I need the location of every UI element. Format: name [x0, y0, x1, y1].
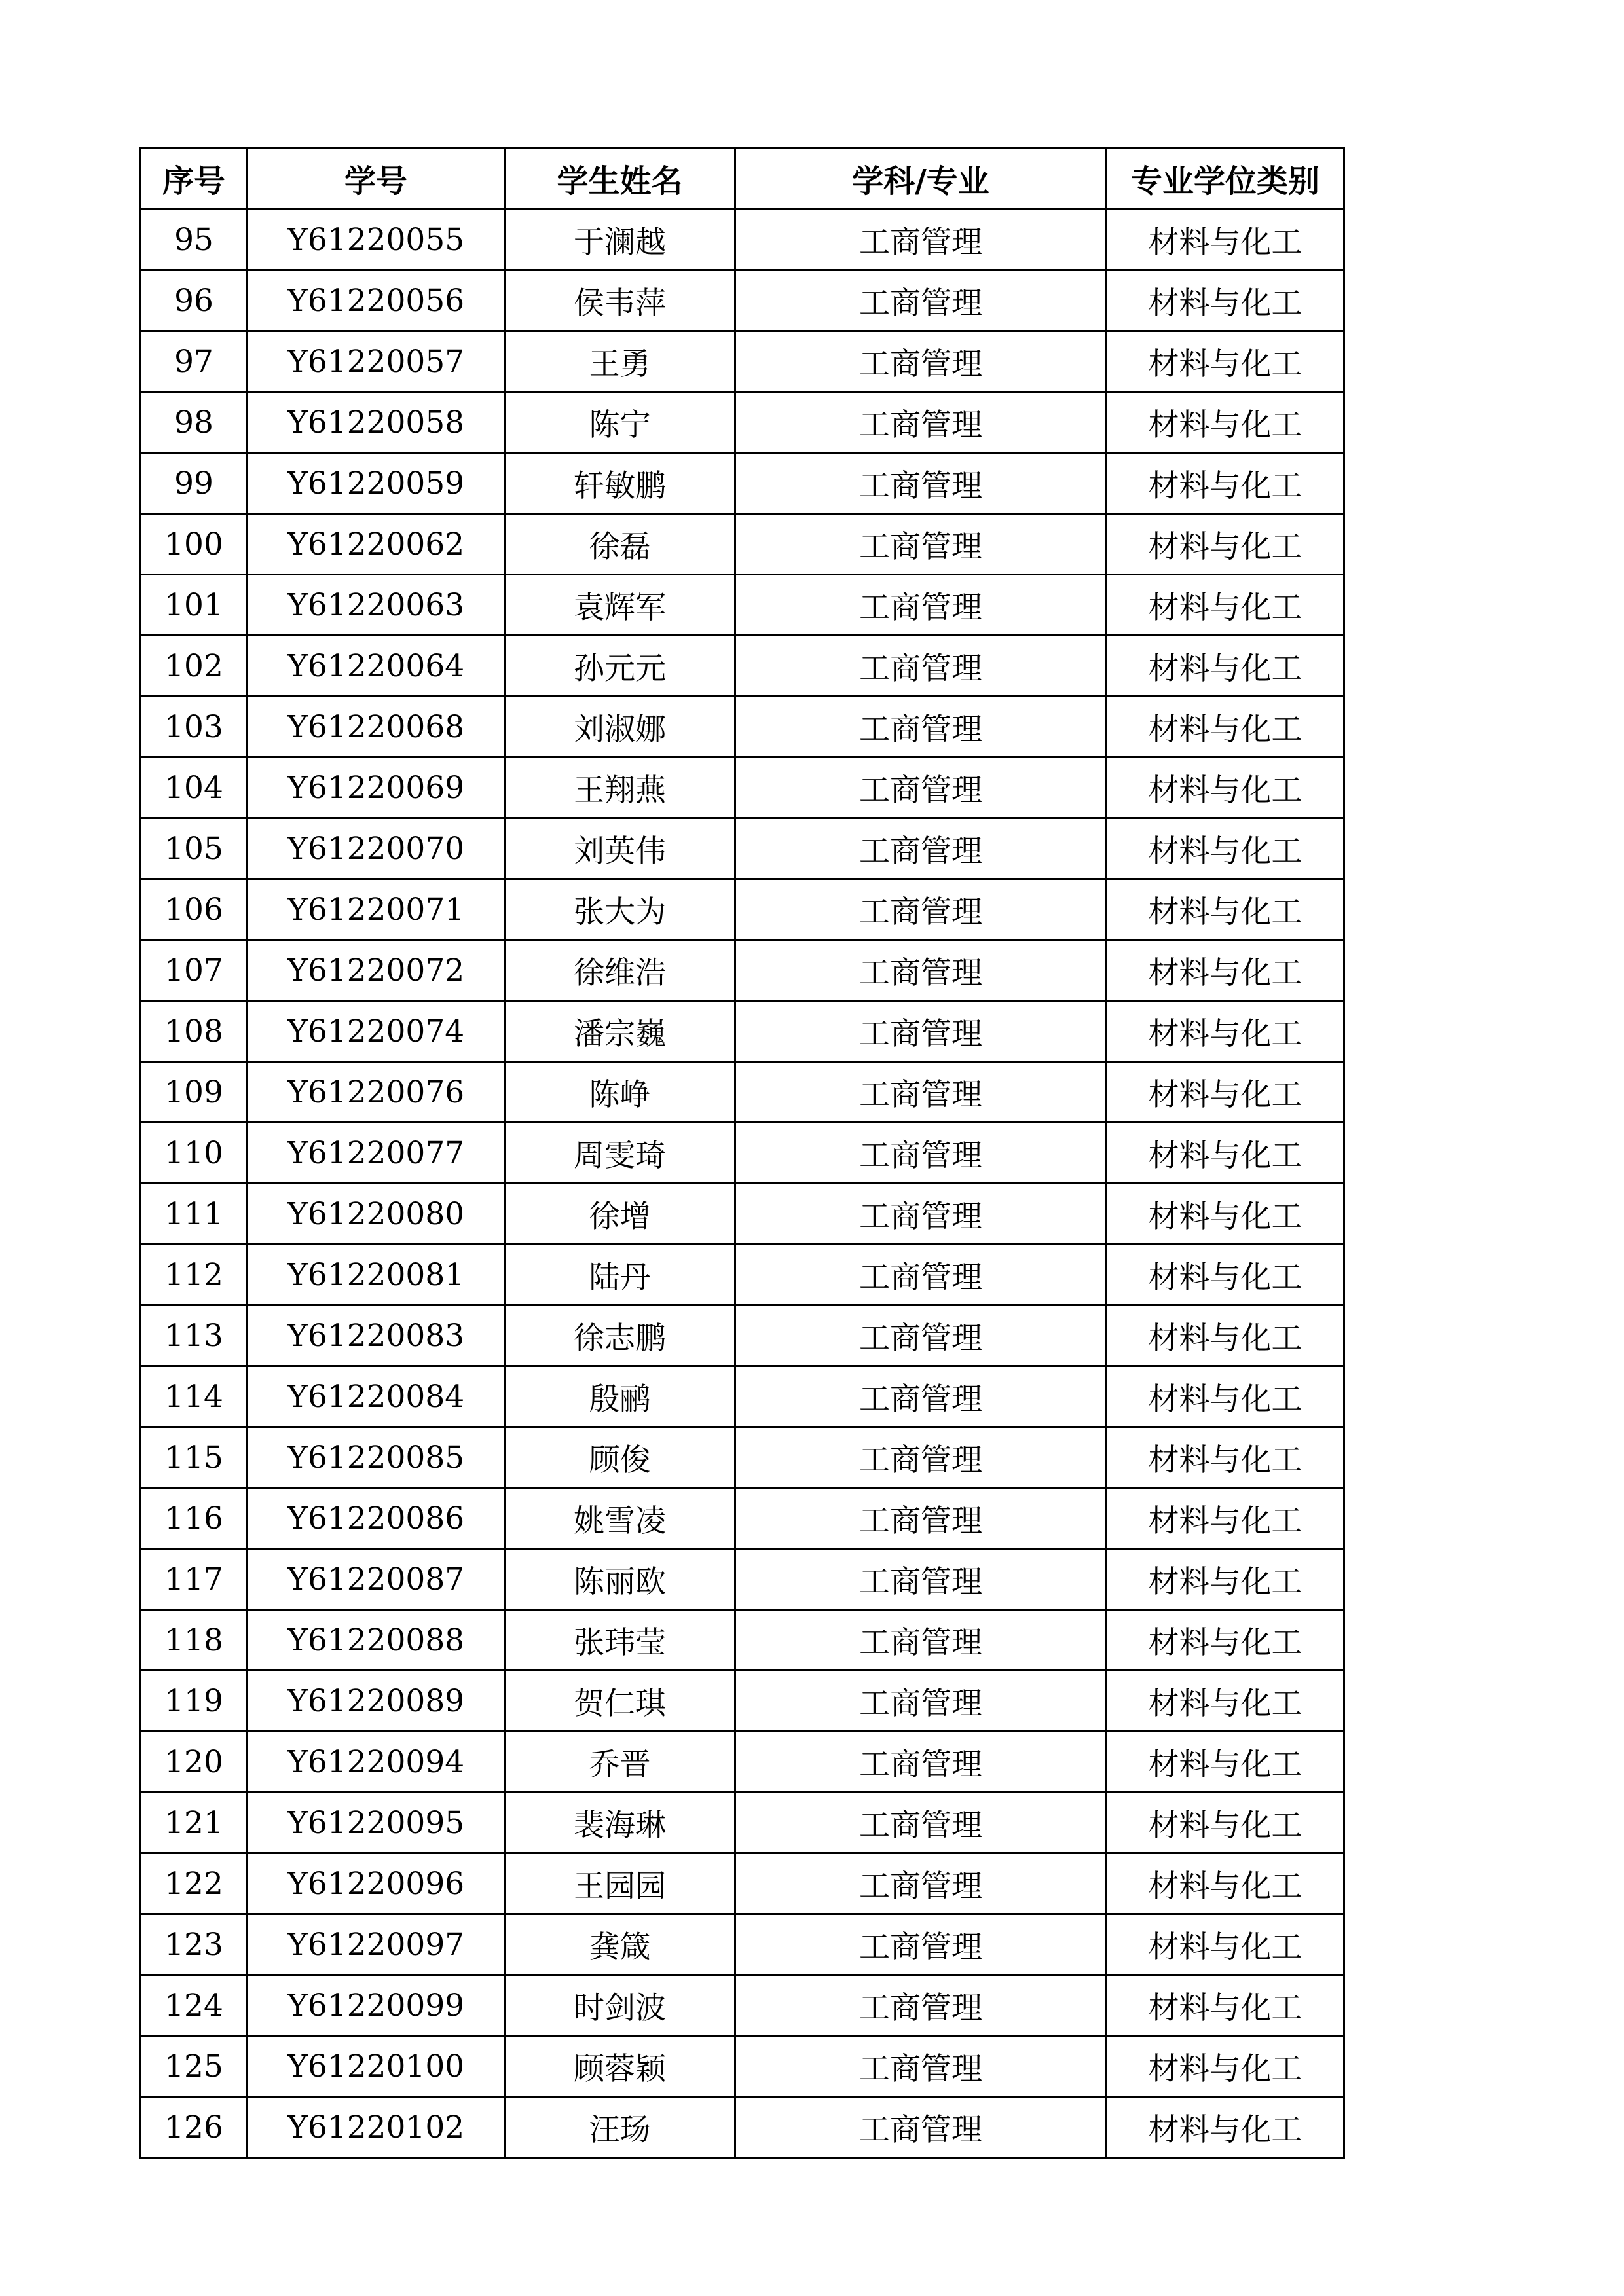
table-row: [141, 270, 1344, 331]
cell-major: 工商管理: [735, 2097, 1107, 2158]
cell-degree-category: 材料与化工: [1107, 1975, 1344, 2036]
cell-major: 工商管理: [735, 514, 1107, 575]
cell-degree-category: 材料与化工: [1107, 1427, 1344, 1488]
cell-seq: 110: [141, 1123, 248, 1184]
cell-major: 工商管理: [735, 1671, 1107, 1732]
table-row: [141, 1062, 1344, 1123]
cell-degree-category: 材料与化工: [1107, 1549, 1344, 1610]
cell-student-id: Y61220074: [248, 1001, 505, 1062]
cell-student-name: 王园园: [505, 1853, 735, 1914]
cell-student-id: Y61220099: [248, 1975, 505, 2036]
cell-seq: 105: [141, 818, 248, 879]
cell-student-id: Y61220095: [248, 1793, 505, 1853]
table-row: [141, 1427, 1344, 1488]
table-row: [141, 940, 1344, 1001]
cell-degree-category: 材料与化工: [1107, 1062, 1344, 1123]
cell-major: 工商管理: [735, 1305, 1107, 1366]
cell-student-id: Y61220069: [248, 757, 505, 818]
cell-student-id: Y61220086: [248, 1488, 505, 1549]
header-seq: 序号: [141, 148, 248, 210]
table-row: [141, 1245, 1344, 1305]
cell-seq: 114: [141, 1366, 248, 1427]
cell-student-id: Y61220097: [248, 1914, 505, 1975]
cell-student-name: 殷鹂: [505, 1366, 735, 1427]
cell-major: 工商管理: [735, 757, 1107, 818]
cell-degree-category: 材料与化工: [1107, 818, 1344, 879]
cell-seq: 117: [141, 1549, 248, 1610]
cell-student-name: 孙元元: [505, 636, 735, 697]
cell-student-name: 潘宗巍: [505, 1001, 735, 1062]
table-row: [141, 2097, 1344, 2158]
cell-major: 工商管理: [735, 818, 1107, 879]
cell-student-name: 王翔燕: [505, 757, 735, 818]
cell-student-id: Y61220084: [248, 1366, 505, 1427]
cell-major: 工商管理: [735, 270, 1107, 331]
cell-major: 工商管理: [735, 453, 1107, 514]
cell-degree-category: 材料与化工: [1107, 1001, 1344, 1062]
cell-degree-category: 材料与化工: [1107, 1245, 1344, 1305]
cell-student-name: 陆丹: [505, 1245, 735, 1305]
cell-seq: 119: [141, 1671, 248, 1732]
cell-student-name: 徐增: [505, 1184, 735, 1245]
cell-student-id: Y61220068: [248, 697, 505, 757]
cell-major: 工商管理: [735, 1488, 1107, 1549]
table-row: [141, 1488, 1344, 1549]
cell-seq: 102: [141, 636, 248, 697]
header-student-id: 学号: [248, 148, 505, 210]
cell-seq: 100: [141, 514, 248, 575]
header-row: [141, 148, 1344, 210]
table-row: [141, 514, 1344, 575]
cell-seq: 103: [141, 697, 248, 757]
cell-major: 工商管理: [735, 1975, 1107, 2036]
cell-student-name: 裴海琳: [505, 1793, 735, 1853]
cell-student-id: Y61220059: [248, 453, 505, 514]
cell-student-id: Y61220055: [248, 210, 505, 270]
table-row: [141, 697, 1344, 757]
cell-student-id: Y61220057: [248, 331, 505, 392]
cell-seq: 122: [141, 1853, 248, 1914]
cell-degree-category: 材料与化工: [1107, 1488, 1344, 1549]
cell-major: 工商管理: [735, 1366, 1107, 1427]
table-row: [141, 1305, 1344, 1366]
cell-student-id: Y61220083: [248, 1305, 505, 1366]
cell-degree-category: 材料与化工: [1107, 331, 1344, 392]
cell-student-name: 陈宁: [505, 392, 735, 453]
cell-seq: 108: [141, 1001, 248, 1062]
cell-student-id: Y61220080: [248, 1184, 505, 1245]
cell-student-name: 张大为: [505, 879, 735, 940]
cell-degree-category: 材料与化工: [1107, 1914, 1344, 1975]
cell-student-id: Y61220081: [248, 1245, 505, 1305]
cell-student-name: 姚雪凌: [505, 1488, 735, 1549]
cell-student-name: 张玮莹: [505, 1610, 735, 1671]
cell-student-id: Y61220076: [248, 1062, 505, 1123]
cell-student-name: 徐志鹏: [505, 1305, 735, 1366]
cell-major: 工商管理: [735, 1549, 1107, 1610]
cell-degree-category: 材料与化工: [1107, 1671, 1344, 1732]
cell-student-id: Y61220085: [248, 1427, 505, 1488]
table-row: [141, 1123, 1344, 1184]
table-row: [141, 1610, 1344, 1671]
cell-degree-category: 材料与化工: [1107, 453, 1344, 514]
table-body: [141, 210, 1344, 2158]
cell-major: 工商管理: [735, 697, 1107, 757]
cell-student-name: 徐磊: [505, 514, 735, 575]
cell-degree-category: 材料与化工: [1107, 392, 1344, 453]
cell-major: 工商管理: [735, 1853, 1107, 1914]
cell-seq: 116: [141, 1488, 248, 1549]
cell-major: 工商管理: [735, 575, 1107, 636]
cell-degree-category: 材料与化工: [1107, 1366, 1344, 1427]
cell-student-id: Y61220056: [248, 270, 505, 331]
table-row: [141, 757, 1344, 818]
cell-student-id: Y61220088: [248, 1610, 505, 1671]
cell-seq: 101: [141, 575, 248, 636]
cell-student-id: Y61220064: [248, 636, 505, 697]
cell-major: 工商管理: [735, 636, 1107, 697]
cell-major: 工商管理: [735, 331, 1107, 392]
cell-seq: 111: [141, 1184, 248, 1245]
table-row: [141, 1366, 1344, 1427]
cell-student-name: 侯韦萍: [505, 270, 735, 331]
cell-degree-category: 材料与化工: [1107, 940, 1344, 1001]
cell-seq: 109: [141, 1062, 248, 1123]
cell-student-id: Y61220070: [248, 818, 505, 879]
header-degree-category: 专业学位类别: [1107, 148, 1344, 210]
cell-student-name: 于澜越: [505, 210, 735, 270]
cell-major: 工商管理: [735, 1427, 1107, 1488]
cell-student-name: 陈丽欧: [505, 1549, 735, 1610]
table-row: [141, 1793, 1344, 1853]
cell-student-name: 乔晋: [505, 1732, 735, 1793]
cell-student-id: Y61220063: [248, 575, 505, 636]
cell-seq: 112: [141, 1245, 248, 1305]
cell-student-name: 汪玚: [505, 2097, 735, 2158]
cell-degree-category: 材料与化工: [1107, 879, 1344, 940]
cell-degree-category: 材料与化工: [1107, 575, 1344, 636]
cell-seq: 121: [141, 1793, 248, 1853]
table-row: [141, 392, 1344, 453]
cell-major: 工商管理: [735, 1123, 1107, 1184]
cell-seq: 96: [141, 270, 248, 331]
cell-student-id: Y61220089: [248, 1671, 505, 1732]
cell-seq: 123: [141, 1914, 248, 1975]
cell-major: 工商管理: [735, 1001, 1107, 1062]
cell-major: 工商管理: [735, 1062, 1107, 1123]
cell-student-id: Y61220058: [248, 392, 505, 453]
table-row: [141, 453, 1344, 514]
cell-seq: 125: [141, 2036, 248, 2097]
cell-seq: 115: [141, 1427, 248, 1488]
table-row: [141, 1914, 1344, 1975]
cell-major: 工商管理: [735, 879, 1107, 940]
cell-student-name: 刘淑娜: [505, 697, 735, 757]
cell-major: 工商管理: [735, 940, 1107, 1001]
cell-seq: 106: [141, 879, 248, 940]
table-row: [141, 2036, 1344, 2097]
cell-seq: 99: [141, 453, 248, 514]
cell-student-name: 袁辉军: [505, 575, 735, 636]
table-row: [141, 210, 1344, 270]
cell-student-name: 刘英伟: [505, 818, 735, 879]
cell-degree-category: 材料与化工: [1107, 2036, 1344, 2097]
cell-seq: 95: [141, 210, 248, 270]
student-roster-table: [139, 147, 1345, 2159]
cell-student-id: Y61220071: [248, 879, 505, 940]
cell-major: 工商管理: [735, 1793, 1107, 1853]
cell-student-name: 轩敏鹏: [505, 453, 735, 514]
table-row: [141, 636, 1344, 697]
cell-seq: 107: [141, 940, 248, 1001]
cell-student-id: Y61220077: [248, 1123, 505, 1184]
cell-student-name: 贺仁琪: [505, 1671, 735, 1732]
cell-student-name: 龚箴: [505, 1914, 735, 1975]
cell-student-name: 顾俊: [505, 1427, 735, 1488]
table-row: [141, 879, 1344, 940]
cell-seq: 98: [141, 392, 248, 453]
cell-degree-category: 材料与化工: [1107, 210, 1344, 270]
cell-seq: 118: [141, 1610, 248, 1671]
cell-major: 工商管理: [735, 1732, 1107, 1793]
table-row: [141, 818, 1344, 879]
cell-student-id: Y61220094: [248, 1732, 505, 1793]
cell-student-name: 徐维浩: [505, 940, 735, 1001]
table-row: [141, 1001, 1344, 1062]
cell-student-name: 时剑波: [505, 1975, 735, 2036]
cell-degree-category: 材料与化工: [1107, 697, 1344, 757]
cell-seq: 104: [141, 757, 248, 818]
cell-seq: 113: [141, 1305, 248, 1366]
table-row: [141, 1975, 1344, 2036]
cell-seq: 97: [141, 331, 248, 392]
table-row: [141, 1853, 1344, 1914]
header-discipline-major: 学科/专业: [735, 148, 1107, 210]
cell-student-id: Y61220072: [248, 940, 505, 1001]
table-row: [141, 1732, 1344, 1793]
table-header: [141, 148, 1344, 210]
header-student-name: 学生姓名: [505, 148, 735, 210]
cell-degree-category: 材料与化工: [1107, 1123, 1344, 1184]
cell-degree-category: 材料与化工: [1107, 757, 1344, 818]
cell-seq: 126: [141, 2097, 248, 2158]
cell-major: 工商管理: [735, 1245, 1107, 1305]
cell-major: 工商管理: [735, 392, 1107, 453]
cell-student-id: Y61220062: [248, 514, 505, 575]
cell-degree-category: 材料与化工: [1107, 2097, 1344, 2158]
table-row: [141, 1549, 1344, 1610]
cell-major: 工商管理: [735, 1914, 1107, 1975]
cell-seq: 124: [141, 1975, 248, 2036]
cell-student-id: Y61220087: [248, 1549, 505, 1610]
cell-student-id: Y61220100: [248, 2036, 505, 2097]
cell-seq: 120: [141, 1732, 248, 1793]
cell-major: 工商管理: [735, 2036, 1107, 2097]
cell-student-id: Y61220096: [248, 1853, 505, 1914]
cell-degree-category: 材料与化工: [1107, 1184, 1344, 1245]
cell-degree-category: 材料与化工: [1107, 514, 1344, 575]
table-row: [141, 575, 1344, 636]
cell-student-name: 周雯琦: [505, 1123, 735, 1184]
cell-major: 工商管理: [735, 210, 1107, 270]
cell-degree-category: 材料与化工: [1107, 1793, 1344, 1853]
cell-major: 工商管理: [735, 1610, 1107, 1671]
cell-student-name: 王勇: [505, 331, 735, 392]
cell-degree-category: 材料与化工: [1107, 1610, 1344, 1671]
cell-degree-category: 材料与化工: [1107, 1732, 1344, 1793]
table-row: [141, 1671, 1344, 1732]
cell-student-id: Y61220102: [248, 2097, 505, 2158]
cell-student-name: 顾蓉颖: [505, 2036, 735, 2097]
cell-degree-category: 材料与化工: [1107, 270, 1344, 331]
cell-student-name: 陈峥: [505, 1062, 735, 1123]
table-row: [141, 331, 1344, 392]
cell-degree-category: 材料与化工: [1107, 1305, 1344, 1366]
table-row: [141, 1184, 1344, 1245]
cell-major: 工商管理: [735, 1184, 1107, 1245]
cell-degree-category: 材料与化工: [1107, 636, 1344, 697]
cell-degree-category: 材料与化工: [1107, 1853, 1344, 1914]
